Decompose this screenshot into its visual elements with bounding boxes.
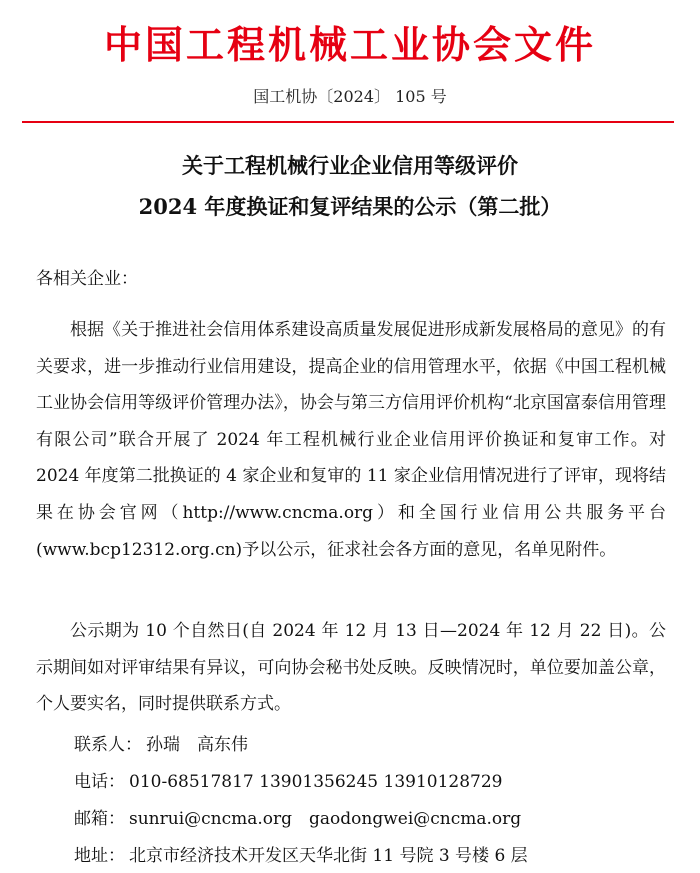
- contact-email-line: [74, 804, 521, 829]
- contact-email-value: sunrui@cncma.org gaodongwei@cncma.org: [129, 809, 522, 829]
- document-number: 国工机协〔2024〕 105 号: [253, 87, 447, 106]
- contact-person-label: 联系人：: [74, 735, 142, 755]
- red-divider-line: [22, 121, 674, 123]
- issuing-organization-title: 中国工程机械工业协会文件: [103, 22, 596, 67]
- contact-person-value: 孙瑞 高东伟: [146, 735, 248, 755]
- salutation: 各相关企业：: [36, 269, 138, 289]
- contact-person-line: [74, 730, 248, 755]
- body-paragraph-2: 公示期为 10 个自然日(自 2024 年 12 月 13 日—2024 年 12 月 22 日)。公示期间如对评审结果有异议，可向协会秘书处反映。反映情况时，单位要加盖公章，个人要实名，同时提供联系方式。: [36, 621, 666, 715]
- notice-title-line-2: 2024 年度换证和复评结果的公示（第二批）: [138, 194, 562, 219]
- body-paragraph-1: 根据《关于推进社会信用体系建设高质量发展促进形成新发展格局的意见》的有关要求，进一步推动行业信用建设，提高企业的信用管理水平，依据《中国工程机械工业协会信用等级评价管理办法》，协会与第三方信用评价机构“北京国富泰信用管理有限公司”联合开展了 2024 年工程机械行业企业信用评价换证和复审工作。对 2024 年度第二批换证的 4 家企业和复审的 11 家企业信用情况进行了评审，现将结果在协会官网（http://www.cncma.org）和全国行业信用公共服务平台(www.bcp12312.org.cn)予以公示，征求社会各方面的意见，名单见附件。: [36, 320, 666, 560]
- contact-email-label: 邮箱：: [74, 809, 125, 829]
- contact-address-label: 地址：: [74, 846, 125, 866]
- contact-address-line: [74, 841, 528, 866]
- contact-address-value: 北京市经济技术开发区天华北街 11 号院 3 号楼 6 层: [129, 846, 528, 866]
- contact-phone-value: 010-68517817 13901356245 13910128729: [129, 772, 503, 792]
- notice-title-line-1: 关于工程机械行业企业信用等级评价: [182, 153, 518, 178]
- contact-phone-line: [74, 767, 502, 792]
- contact-phone-label: 电话：: [74, 772, 125, 792]
